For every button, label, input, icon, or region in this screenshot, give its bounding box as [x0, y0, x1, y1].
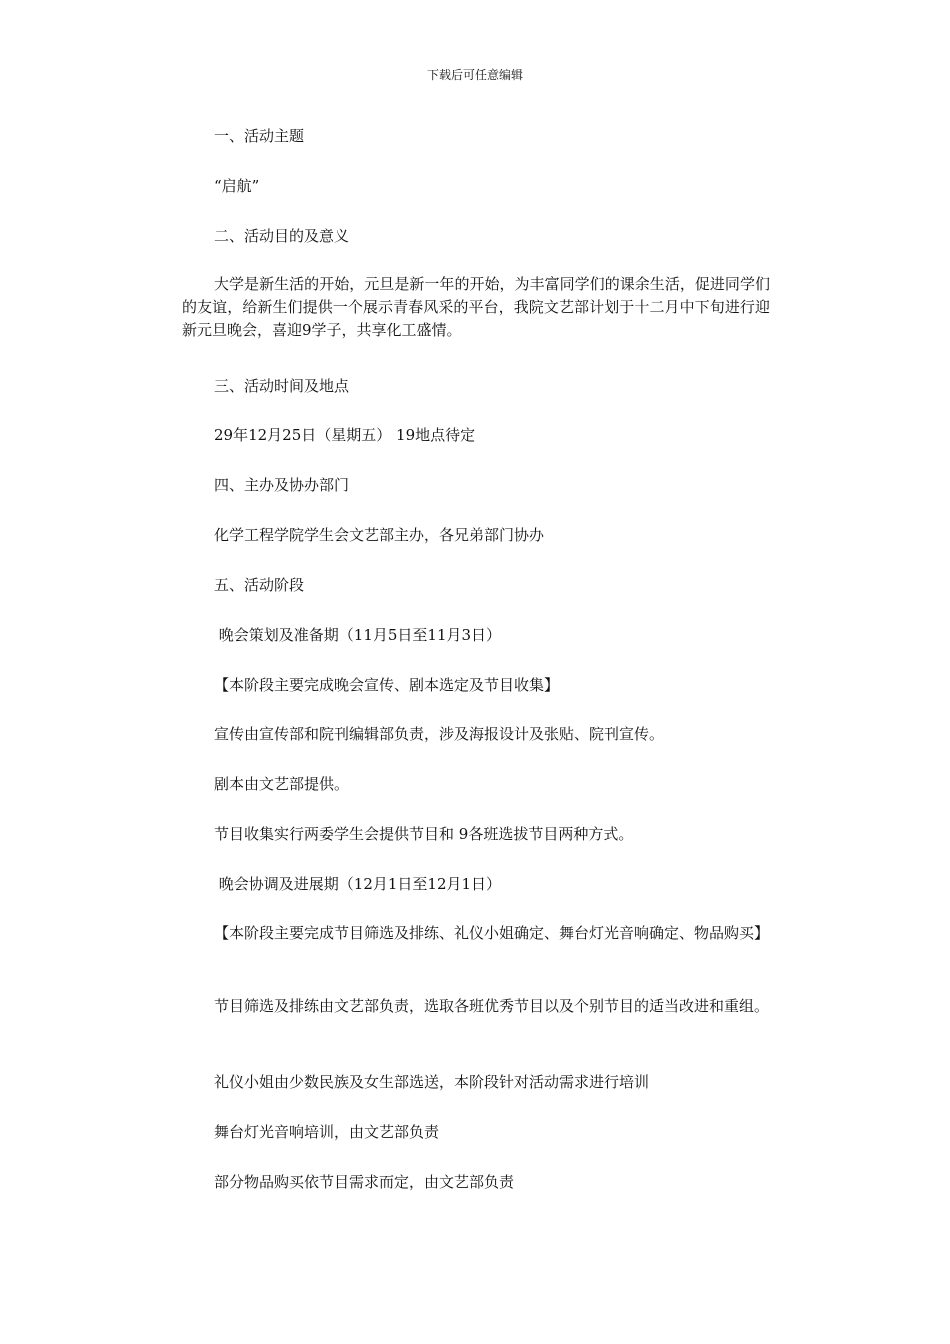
theme-text: “启航” — [214, 177, 260, 195]
time-location-text: 29年12月25日（星期五） 19地点待定 — [214, 426, 476, 444]
purpose-paragraph: 大学是新生活的开始，元旦是新一年的开始，为丰富同学们的课余生活，促进同学们的友谊，给新生们提供一个展示青春风采的平台，我院文艺部计划于十二月中下旬进行迎新元旦晚会，喜迎9学子，共享化工盛情。 — [182, 275, 770, 339]
section-4-heading: 四、主办及协办部门 — [214, 476, 350, 494]
page-header: 下载后可任意编辑 — [426, 68, 523, 82]
section-5-heading: 五、活动阶段 — [214, 576, 305, 594]
stage-2-item-rehearsal: 节目筛选及排练由文艺部负责，选取各班优秀节目以及个别节目的适当改进和重组。 — [214, 997, 770, 1015]
section-2-heading: 二、活动目的及意义 — [214, 227, 350, 245]
organizers-text: 化学工程学院学生会文艺部主办，各兄弟部门协办 — [214, 526, 545, 544]
stage-2-item-purchase: 部分物品购买依节目需求而定，由文艺部负责 — [214, 1173, 515, 1191]
stage-1-item-script: 剧本由文艺部提供。 — [214, 775, 350, 793]
section-3-heading: 三、活动时间及地点 — [214, 377, 350, 395]
stage-2-item-lighting: 舞台灯光音响培训，由文艺部负责 — [214, 1123, 440, 1141]
section-1-heading: 一、活动主题 — [214, 127, 305, 145]
stage-2-summary: 【本阶段主要完成节目筛选及排练、礼仪小姐确定、舞台灯光音响确定、物品购买】 — [214, 924, 770, 942]
stage-1-title: 晚会策划及准备期（11月5日至11月3日） — [214, 626, 502, 644]
stage-2-title: 晚会协调及进展期（12月1日至12月1日） — [214, 875, 502, 893]
stage-2-item-etiquette: 礼仪小姐由少数民族及女生部选送，本阶段针对活动需求进行培训 — [214, 1073, 650, 1091]
stage-1-item-publicity: 宣传由宣传部和院刊编辑部负责，涉及海报设计及张贴、院刊宣传。 — [214, 725, 665, 743]
stage-1-item-programs: 节目收集实行两委学生会提供节目和 9各班选拔节目两种方式。 — [214, 825, 634, 843]
stage-1-summary: 【本阶段主要完成晚会宣传、剧本选定及节目收集】 — [214, 676, 560, 694]
